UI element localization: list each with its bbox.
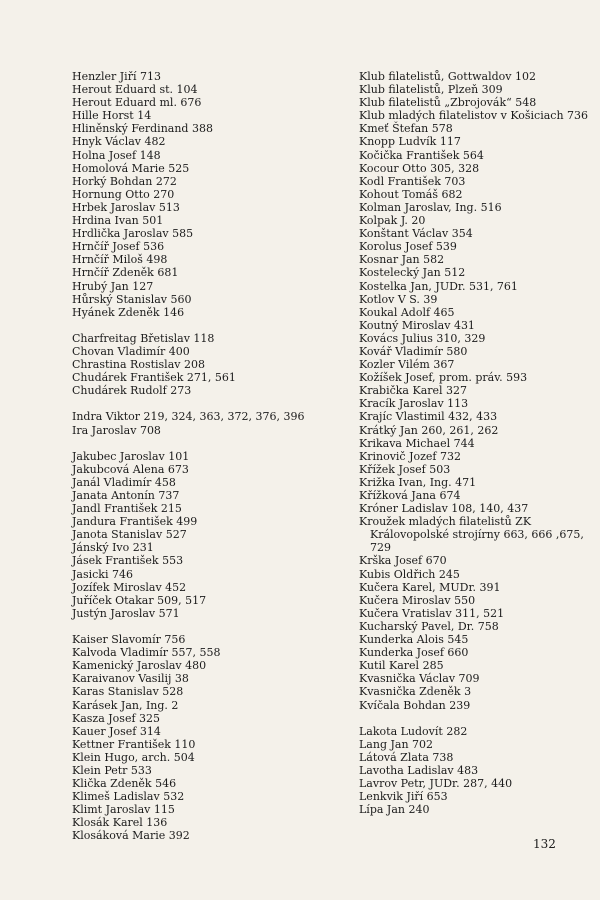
index-entry: Jakubec Jaroslav 101 bbox=[72, 449, 190, 463]
index-entry: Kohout Tomáš 682 bbox=[359, 187, 463, 201]
index-entry: Lakota Ludovít 282 bbox=[359, 724, 468, 738]
index-entry: Klosáková Marie 392 bbox=[72, 829, 190, 843]
index-entry: Hrdina Ivan 501 bbox=[72, 214, 164, 228]
index-entry: Jandl František 215 bbox=[72, 502, 182, 516]
index-entry: Homolová Marie 525 bbox=[72, 161, 190, 175]
index-entry: Kocour Otto 305, 328 bbox=[359, 161, 480, 175]
index-entry: Hrnčíř Josef 536 bbox=[72, 240, 165, 254]
index-entry: Klein Petr 533 bbox=[72, 763, 152, 777]
index-entry: Látová Zlata 738 bbox=[359, 750, 454, 764]
group-gap bbox=[72, 397, 344, 410]
index-entry: Hille Horst 14 bbox=[72, 109, 152, 123]
index-entry: Kunderka Alois 545 bbox=[359, 633, 469, 647]
index-entry: Lípa Jan 240 bbox=[359, 803, 430, 817]
index-entry: Hliněnský Ferdinand 388 bbox=[72, 122, 213, 136]
index-entry: Karaivanov Vasilij 38 bbox=[72, 672, 189, 686]
index-entry: Ira Jaroslav 708 bbox=[72, 423, 161, 437]
index-entry: Kolman Jaroslav, Ing. 516 bbox=[359, 200, 502, 214]
index-entry: Kracík Jaroslav 113 bbox=[359, 397, 469, 411]
index-entry: Jasicki 746 bbox=[72, 567, 133, 581]
index-entry: Klub filatelistů, Gottwaldov 102 bbox=[359, 70, 536, 83]
index-entry: Herout Eduard st. 104 bbox=[72, 83, 198, 97]
index-entry: Juříček Otakar 509, 517 bbox=[72, 593, 207, 607]
index-entry: Kolpak J. 20 bbox=[359, 214, 426, 228]
page-number: 132 bbox=[533, 837, 556, 851]
index-entry: Janál Vladimír 458 bbox=[72, 475, 176, 489]
index-entry: Klub filatelistů „Zbrojovák“ 548 bbox=[359, 96, 537, 110]
index-entry: Kunderka Josef 660 bbox=[359, 646, 469, 660]
index-entry: Holna Josef 148 bbox=[72, 148, 161, 162]
index-entry: Charfreitag Břetislav 118 bbox=[72, 331, 215, 345]
index-entry: Klimeš Ladislav 532 bbox=[72, 790, 185, 804]
index-entry: Hrnčíř Zdeněk 681 bbox=[72, 266, 179, 280]
index-entry: Kasza Josef 325 bbox=[72, 711, 161, 725]
index-entry: Krátký Jan 260, 261, 262 bbox=[359, 423, 499, 437]
index-entry: Kmeť Štefan 578 bbox=[359, 122, 453, 136]
index-column-right bbox=[359, 70, 591, 816]
index-entry: Koukal Adolf 465 bbox=[359, 305, 455, 319]
index-entry: Kostelecký Jan 512 bbox=[359, 266, 466, 280]
index-entry: Justýn Jaroslav 571 bbox=[72, 606, 180, 620]
index-entry: Kotlov V S. 39 bbox=[359, 292, 438, 306]
index-entry: Klička Zdeněk 546 bbox=[72, 777, 177, 791]
index-entry: Krška Josef 670 bbox=[359, 554, 447, 568]
index-entry: Kovács Julius 310, 329 bbox=[359, 331, 486, 345]
index-entry: Chudárek Rudolf 273 bbox=[72, 384, 192, 398]
index-entry: Kučera Miroslav 550 bbox=[359, 593, 476, 607]
index-entry: Jásek František 553 bbox=[72, 554, 184, 568]
index-entry: Krikava Michael 744 bbox=[359, 436, 475, 450]
index-entry: Kamenický Jaroslav 480 bbox=[72, 659, 207, 673]
index-entry: Kostelka Jan, JUDr. 531, 761 bbox=[359, 279, 518, 293]
index-entry: Knopp Ludvík 117 bbox=[359, 135, 461, 149]
index-entry: Horký Bohdan 272 bbox=[72, 174, 177, 188]
index-entry: Hůrský Stanislav 560 bbox=[72, 292, 192, 306]
group-gap bbox=[72, 620, 344, 633]
index-entry: Korolus Josef 539 bbox=[359, 240, 457, 254]
index-entry: Krinovič Jozef 732 bbox=[359, 449, 461, 463]
index-entry: Kaiser Slavomír 756 bbox=[72, 633, 186, 647]
index-entry: Klub filatelistů, Plzeň 309 bbox=[359, 83, 503, 97]
index-column-left bbox=[72, 70, 344, 843]
index-entry: Hnyk Václav 482 bbox=[72, 135, 166, 149]
index-entry: Indra Viktor 219, 324, 363, 372, 376, 396 bbox=[72, 410, 305, 424]
index-entry: Lang Jan 702 bbox=[359, 737, 434, 751]
index-entry: Janota Stanislav 527 bbox=[72, 528, 187, 542]
index-entry: Kočička František 564 bbox=[359, 148, 484, 162]
index-entry: Kosnar Jan 582 bbox=[359, 253, 445, 267]
index-entry: Križka Ivan, Ing. 471 bbox=[359, 475, 477, 489]
index-entry: Karásek Jan, Ing. 2 bbox=[72, 698, 179, 712]
index-entry: Hrbek Jaroslav 513 bbox=[72, 200, 180, 214]
index-entry: Krabička Karel 327 bbox=[359, 384, 468, 398]
index-entry: Křížek Josef 503 bbox=[359, 462, 451, 476]
index-entry: Jozífek Miroslav 452 bbox=[72, 580, 187, 594]
index-entry: Klimt Jaroslav 115 bbox=[72, 803, 175, 817]
group-gap bbox=[359, 712, 591, 725]
index-entry: Kozler Vilém 367 bbox=[359, 358, 455, 372]
index-entry: Hrubý Jan 127 bbox=[72, 279, 154, 293]
index-entry: Hrnčíř Miloš 498 bbox=[72, 253, 168, 267]
index-entry: Konštant Václav 354 bbox=[359, 227, 473, 241]
index-entry: Jakubcová Alena 673 bbox=[72, 462, 189, 476]
index-entry: Křížková Jana 674 bbox=[359, 489, 461, 502]
index-entry: Lavotha Ladislav 483 bbox=[359, 763, 479, 777]
index-entry: Jánský Ivo 231 bbox=[72, 541, 154, 555]
index-entry: Hornung Otto 270 bbox=[72, 187, 175, 201]
index-entry: Kvíčala Bohdan 239 bbox=[359, 698, 471, 712]
index-entry: Klub mladých filatelistov v Košiciach 736 bbox=[359, 109, 589, 123]
index-entry: Krajíc Vlastimil 432, 433 bbox=[359, 410, 498, 424]
index-entry: Kvasnička Václav 709 bbox=[359, 672, 480, 686]
index-entry: Koutný Miroslav 431 bbox=[359, 318, 475, 332]
index-entry: Chudárek František 271, 561 bbox=[72, 371, 236, 385]
index-entry: Herout Eduard ml. 676 bbox=[72, 96, 202, 110]
index-entry: Kučera Karel, MUDr. 391 bbox=[359, 580, 501, 594]
index-entry: Kroužek mladých filatelistů ZK Královopolské strojírny 663, 666 ,675, 729 bbox=[359, 515, 584, 555]
index-entry: Chovan Vladimír 400 bbox=[72, 344, 190, 358]
index-entry: Kučera Vratislav 311, 521 bbox=[359, 606, 505, 620]
group-gap bbox=[72, 319, 344, 332]
index-entry: Lavrov Petr, JUDr. 287, 440 bbox=[359, 777, 513, 791]
index-entry: Hrdlička Jaroslav 585 bbox=[72, 227, 194, 241]
index-entry: Jandura František 499 bbox=[72, 515, 198, 529]
index-entry: Lenkvik Jiří 653 bbox=[359, 790, 448, 804]
index-entry: Kvasnička Zdeněk 3 bbox=[359, 685, 472, 699]
index-entry: Klosák Karel 136 bbox=[72, 816, 168, 830]
index-entry: Kalvoda Vladimír 557, 558 bbox=[72, 646, 221, 660]
index-entry: Hyánek Zdeněk 146 bbox=[72, 305, 185, 319]
index-entry: Kožíšek Josef, prom. práv. 593 bbox=[359, 371, 528, 385]
index-entry: Kubis Oldřich 245 bbox=[359, 567, 460, 581]
group-gap bbox=[72, 437, 344, 450]
index-entry: Henzler Jiří 713 bbox=[72, 70, 161, 83]
index-entry: Kauer Josef 314 bbox=[72, 724, 161, 738]
index-entry: Kucharský Pavel, Dr. 758 bbox=[359, 619, 499, 633]
index-entry: Kutil Karel 285 bbox=[359, 659, 444, 673]
index-entry: Kodl František 703 bbox=[359, 174, 466, 188]
index-entry: Karas Stanislav 528 bbox=[72, 685, 184, 699]
index-entry: Kovář Vladimír 580 bbox=[359, 344, 468, 358]
index-entry: Kettner František 110 bbox=[72, 737, 196, 751]
index-entry: Chrastina Rostislav 208 bbox=[72, 358, 205, 372]
index-entry: Klein Hugo, arch. 504 bbox=[72, 750, 195, 764]
index-entry: Króner Ladislav 108, 140, 437 bbox=[359, 502, 529, 516]
index-entry: Janata Antonín 737 bbox=[72, 489, 180, 502]
